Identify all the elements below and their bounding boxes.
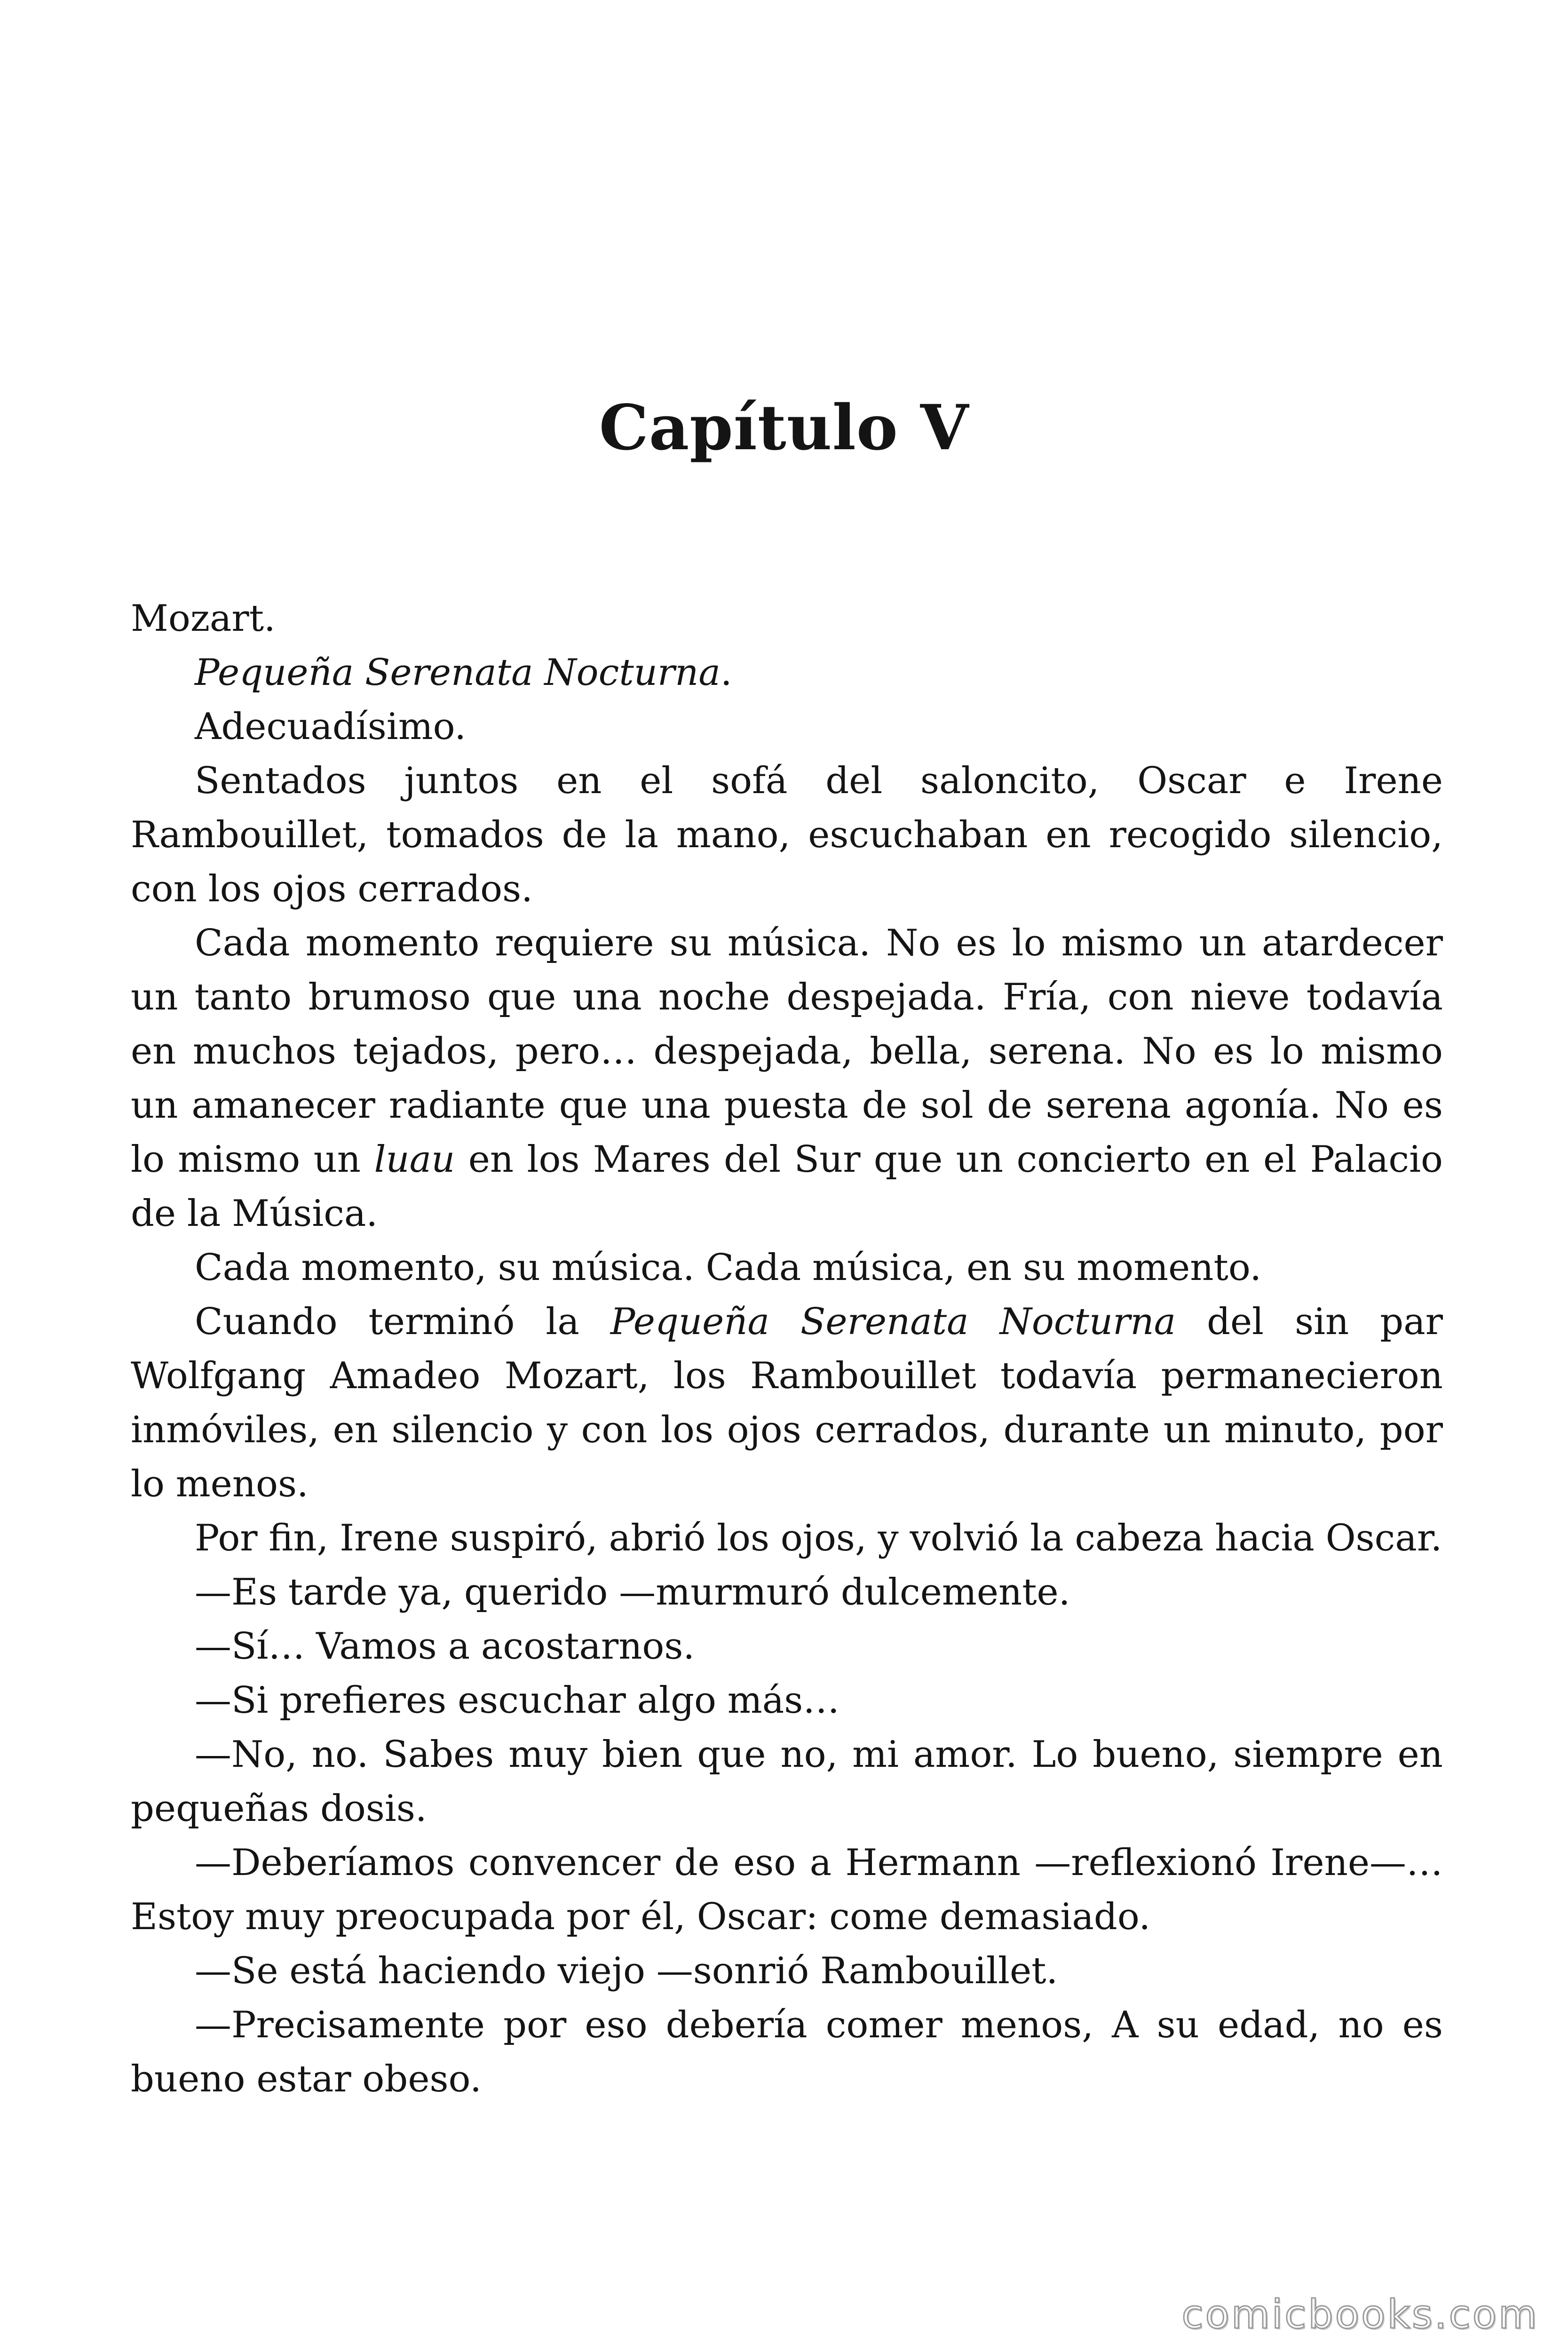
dialogue-line — [131, 1728, 1443, 1836]
watermark: comicbooks.com — [1181, 2291, 1539, 2337]
text-run: —Se está haciendo viejo —sonrió Rambouillet. — [195, 1950, 1058, 1992]
chapter-text — [131, 592, 1443, 2106]
paragraph — [131, 1241, 1443, 1295]
paragraph — [131, 1295, 1443, 1511]
text-run: —No, no. Sabes muy bien que no, mi amor. Lo bueno, siempre en pequeñas dosis. — [131, 1733, 1443, 1830]
chapter-title: Capítulo V — [599, 391, 969, 464]
text-run: Mozart. — [131, 597, 276, 640]
text-run: Adecuadísimo. — [195, 706, 467, 748]
italic-title-run: Pequeña Serenata Nocturna — [195, 652, 721, 694]
text-run: Cada momento, su música. Cada música, en su momento. — [195, 1247, 1262, 1289]
dialogue-line — [131, 1674, 1443, 1728]
dialogue-line — [131, 1620, 1443, 1674]
dialogue-line — [131, 1836, 1443, 1944]
text-run: Sentados juntos en el sofá del saloncito, Oscar e Irene Rambouillet, tomados de la mano, escuchaban en recogido silencio, con los ojos cerrados. — [131, 760, 1443, 910]
text-run: —Deberíamos convencer de eso a Hermann —reflexionó Irene—… Estoy muy preocupada por él, Oscar: come demasiado. — [131, 1842, 1443, 1938]
text-run: —Sí… Vamos a acostarnos. — [195, 1625, 695, 1668]
text-run: en los Mares del Sur que un concierto en el Palacio de la Música. — [131, 1138, 1443, 1235]
paragraph — [131, 754, 1443, 916]
text-run: del sin par Wolfgang Amadeo Mozart, los Rambouillet todavía permanecieron inmóviles, en silencio y con los ojos cerrados, durante un minuto, por lo menos. — [131, 1301, 1443, 1505]
text-run: Cuando terminó la — [195, 1301, 610, 1343]
text-run: —Si prefieres escuchar algo más… — [195, 1679, 840, 1722]
paragraph — [131, 1511, 1443, 1565]
text-run: —Precisamente por eso debería comer menos, A su edad, no es bueno estar obeso. — [131, 2004, 1443, 2100]
text-run: . — [720, 652, 732, 694]
paragraph — [131, 916, 1443, 1241]
text-run: —Es tarde ya, querido —murmuró dulcemente. — [195, 1571, 1070, 1613]
dialogue-line — [131, 1944, 1443, 1998]
italic-title-run: Pequeña Serenata Nocturna — [610, 1301, 1176, 1343]
paragraph — [131, 646, 1443, 700]
dialogue-line — [131, 1998, 1443, 2106]
text-run: Por fin, Irene suspiró, abrió los ojos, y volvió la cabeza hacia Oscar. — [195, 1517, 1442, 1559]
paragraph — [131, 700, 1443, 754]
italic-word-run: luau — [374, 1138, 455, 1181]
dialogue-line — [131, 1565, 1443, 1620]
text-run: Cada momento requiere su música. No es lo mismo un atardecer un tanto brumoso que una noche despejada. Fría, con nieve todavía en muchos tejados, pero… despejada, bella, serena. No es lo mismo un amanecer radiante que una puesta de sol de serena agonía. No es lo mismo un — [131, 922, 1443, 1181]
paragraph — [131, 592, 1443, 646]
